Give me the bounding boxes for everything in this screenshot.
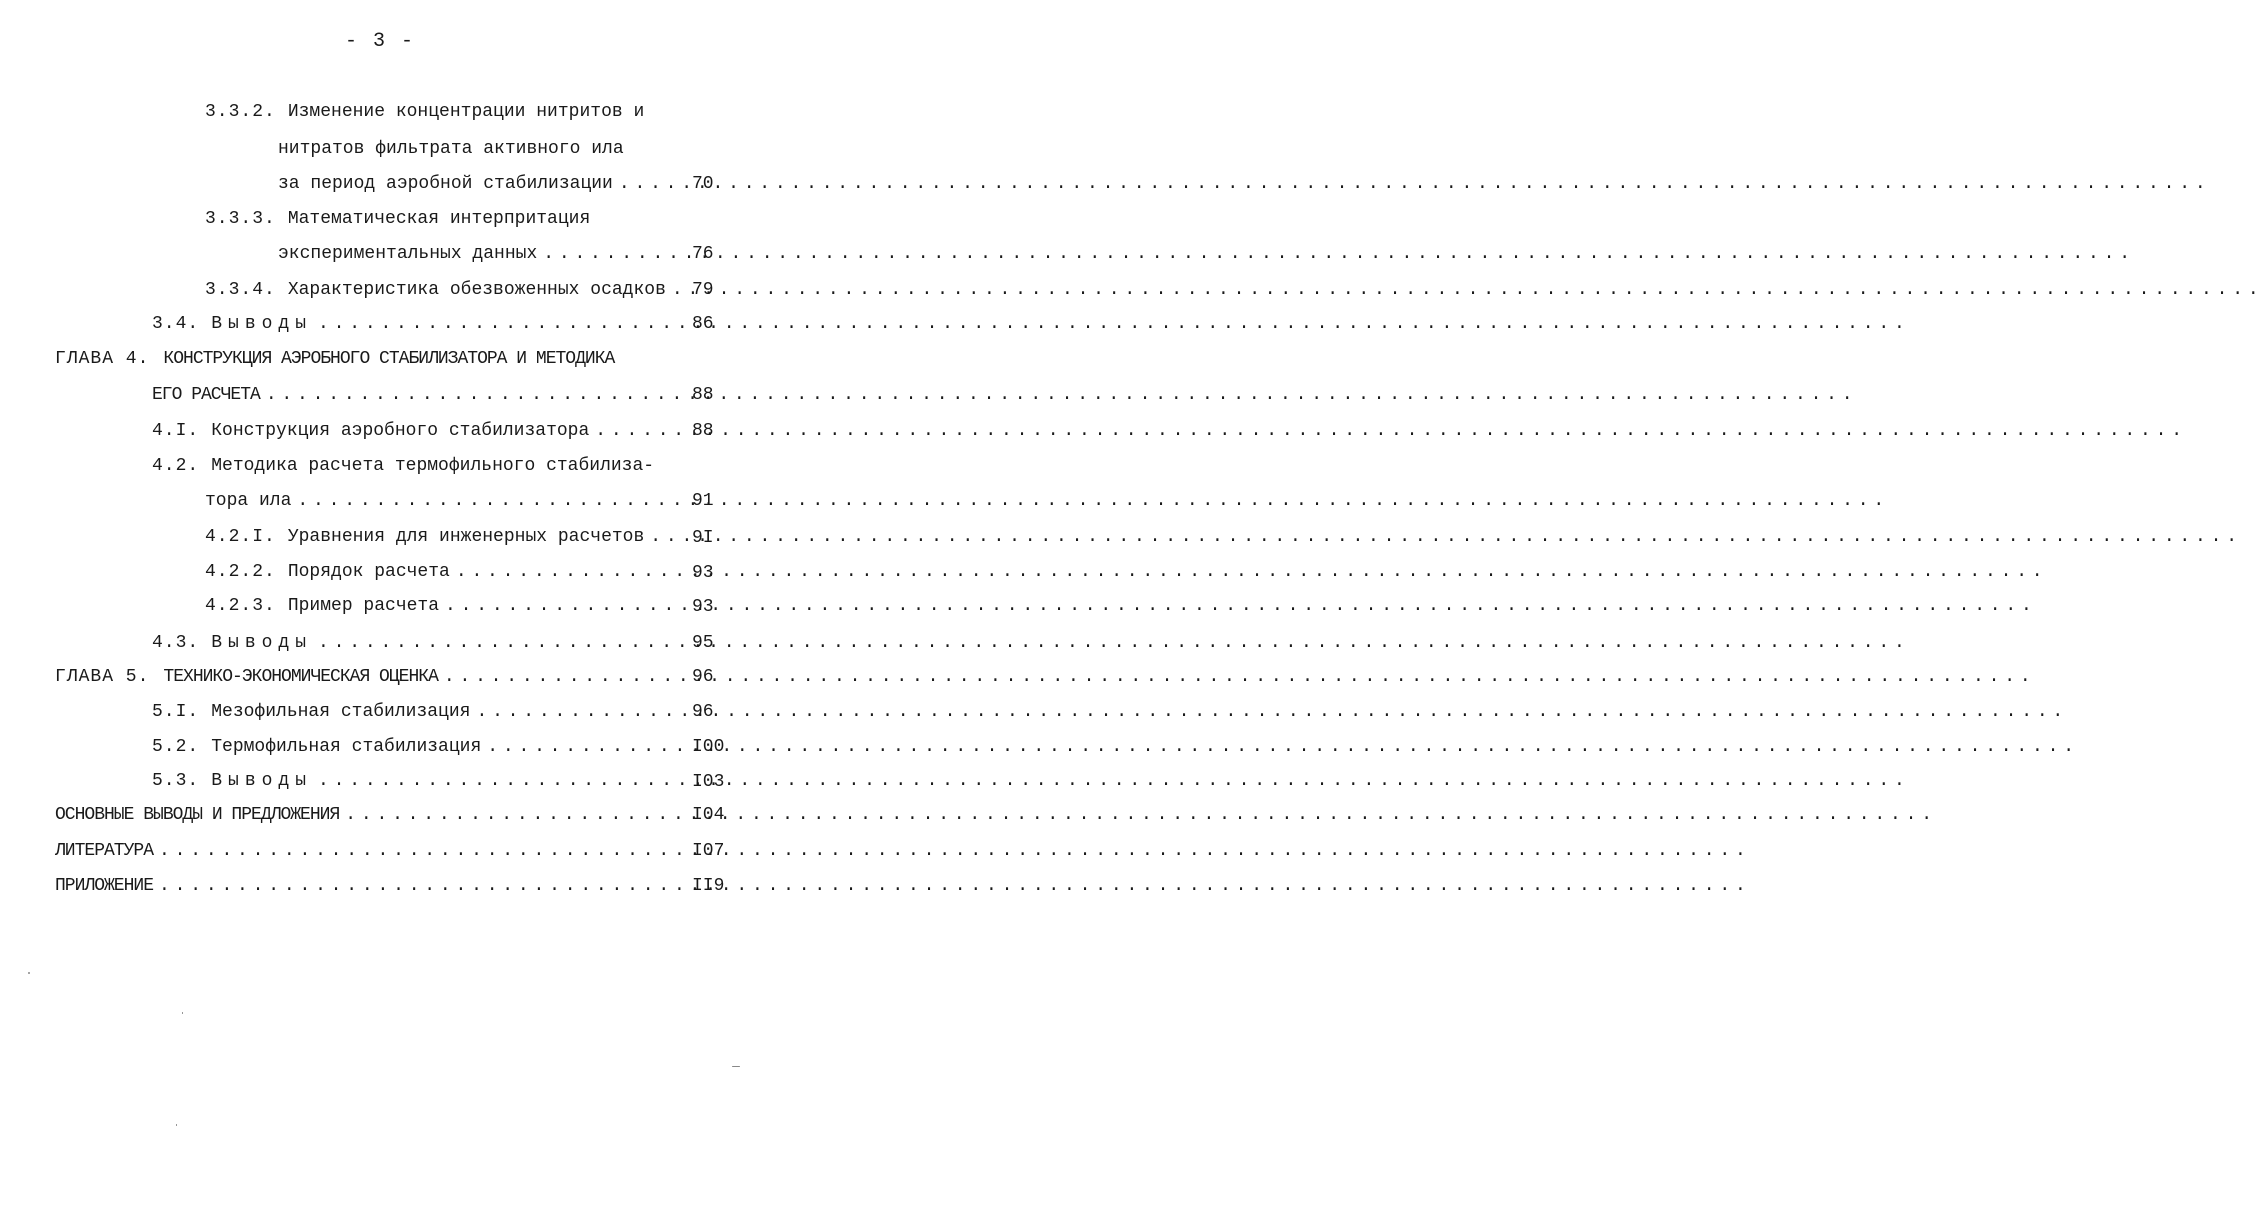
scan-speck <box>28 972 30 974</box>
toc-entry-5-1 <box>152 700 688 724</box>
toc-entry-continuation <box>278 242 688 266</box>
toc-entry-continuation <box>152 383 688 407</box>
toc-entry-number: 4.2.I. <box>205 527 276 547</box>
toc-page-number: II9 <box>692 876 725 896</box>
toc-entry-5-3 <box>152 769 688 793</box>
toc-entry-text: КОНСТРУКЦИЯ АЭРОБНОГО СТАБИЛИЗАТОРА И МЕТОДИКА <box>163 349 615 369</box>
toc-entry-3-3-2 <box>205 100 645 124</box>
toc-page-number: 9I <box>692 528 714 548</box>
toc-entry-text: за период аэробной стабилизации <box>278 174 613 194</box>
toc-entry-text: Конструкция аэробного стабилизатора <box>211 421 590 441</box>
toc-entry-text: тора ила <box>205 491 292 511</box>
toc-entry-number: 3.4. <box>152 314 200 334</box>
toc-page-number: 86 <box>692 314 714 334</box>
toc-page-number: 93 <box>692 597 714 617</box>
leader-dots <box>595 419 2179 443</box>
toc-entry-text: Математическая интерпритация <box>287 209 591 229</box>
toc-entry-text: ЛИТЕРАТУРА <box>55 841 154 861</box>
toc-chapter-5 <box>55 665 688 689</box>
toc-entry-text: ПРИЛОЖЕНИЕ <box>55 876 154 896</box>
toc-entry-number: 3.3.3. <box>205 209 276 229</box>
toc-entry-continuation <box>278 137 678 161</box>
toc-page-number: 70 <box>692 174 714 194</box>
toc-entry-text: ТЕХНИКО-ЭКОНОМИЧЕСКАЯ ОЦЕНКА <box>163 667 438 687</box>
toc-entry-continuation <box>205 489 688 513</box>
toc-entry-text: Выводы <box>211 633 313 653</box>
toc-page-number: 93 <box>692 563 714 583</box>
toc-page-number: I07 <box>692 841 725 861</box>
toc-page-number: 96 <box>692 702 714 722</box>
toc-main-conclusions <box>55 803 688 827</box>
toc-entry-5-2 <box>152 735 688 759</box>
toc-entry-3-3-4 <box>205 278 688 302</box>
toc-entry-3-3-3 <box>205 207 635 231</box>
toc-entry-text: ОСНОВНЫЕ ВЫВОДЫ И ПРЕДЛОЖЕНИЯ <box>55 805 340 825</box>
toc-entry-4-1 <box>152 419 688 443</box>
leader-dots <box>318 631 1902 655</box>
toc-entry-text: Изменение концентрации нитритов и <box>287 102 645 122</box>
toc-page-number: 95 <box>692 633 714 653</box>
toc-entry-number: ГЛАВА 4. <box>55 349 150 369</box>
toc-entry-4-2-1 <box>205 525 688 549</box>
toc-page-number: 88 <box>692 421 714 441</box>
toc-entry-text: нитратов фильтрата активного ила <box>278 139 624 159</box>
leader-dots <box>445 594 2029 618</box>
toc-entry-text: Выводы <box>211 771 313 791</box>
toc-entry-text: Термофильная стабилизация <box>211 737 482 757</box>
toc-entry-4-2-3 <box>205 594 688 618</box>
leader-dots <box>619 172 2203 196</box>
page-number: - 3 - <box>344 30 415 53</box>
toc-entry-text: экспериментальных данных <box>278 244 538 264</box>
toc-entry-text: Мезофильная стабилизация <box>211 702 471 722</box>
toc-entry-continuation <box>278 172 688 196</box>
toc-entry-text: Выводы <box>211 314 313 334</box>
toc-page-number: 91 <box>692 491 714 511</box>
toc-entry-text: ЕГО РАСЧЕТА <box>152 385 260 405</box>
toc-entry-number: 3.3.4. <box>205 280 276 300</box>
toc-entry-4-3 <box>152 631 688 655</box>
toc-entry-number: 4.I. <box>152 421 200 441</box>
toc-entry-number: 5.3. <box>152 771 200 791</box>
table-of-contents <box>0 0 798 1210</box>
toc-page-number: I04 <box>692 805 725 825</box>
toc-entry-number: 4.2.2. <box>205 562 276 582</box>
toc-page-number: 76 <box>692 244 714 264</box>
toc-page-number: 88 <box>692 385 714 405</box>
leader-dots <box>650 525 2234 549</box>
toc-appendix <box>55 874 688 898</box>
toc-entry-text: Пример расчета <box>287 596 440 616</box>
toc-entry-number: 4.3. <box>152 633 200 653</box>
toc-entry-number: 4.2. <box>152 456 200 476</box>
toc-entry-number: 3.3.2. <box>205 102 276 122</box>
toc-entry-text: Методика расчета термофильного стабилиза- <box>211 456 655 476</box>
toc-entry-4-2 <box>152 454 655 478</box>
leader-dots <box>266 383 1850 407</box>
leader-dots <box>159 874 1743 898</box>
scan-speck <box>176 1124 177 1126</box>
leader-dots <box>444 665 2028 689</box>
toc-page-number: 79 <box>692 280 714 300</box>
scan-speck <box>732 1066 740 1067</box>
leader-dots <box>672 278 2256 302</box>
toc-entry-4-2-2 <box>205 560 688 584</box>
toc-entry-number: 5.2. <box>152 737 200 757</box>
toc-page-number: I03 <box>692 772 725 792</box>
leader-dots <box>543 242 2127 266</box>
scan-speck <box>182 1012 183 1014</box>
toc-entry-text: Характеристика обезвоженных осадков <box>287 280 666 300</box>
toc-entry-number: 5.I. <box>152 702 200 722</box>
leader-dots <box>345 803 1929 827</box>
toc-entry-3-4 <box>152 312 688 336</box>
toc-chapter-4 <box>55 347 655 371</box>
leader-dots <box>159 839 1743 863</box>
toc-literature <box>55 839 688 863</box>
toc-entry-text: Уравнения для инженерных расчетов <box>287 527 645 547</box>
toc-entry-text: Порядок расчета <box>287 562 450 582</box>
leader-dots <box>318 312 1902 336</box>
toc-page-number: I00 <box>692 737 725 757</box>
toc-entry-number: 4.2.3. <box>205 596 276 616</box>
leader-dots <box>318 769 1902 793</box>
leader-dots <box>297 489 1881 513</box>
toc-page-number: 96 <box>692 667 714 687</box>
toc-entry-number: ГЛАВА 5. <box>55 667 150 687</box>
